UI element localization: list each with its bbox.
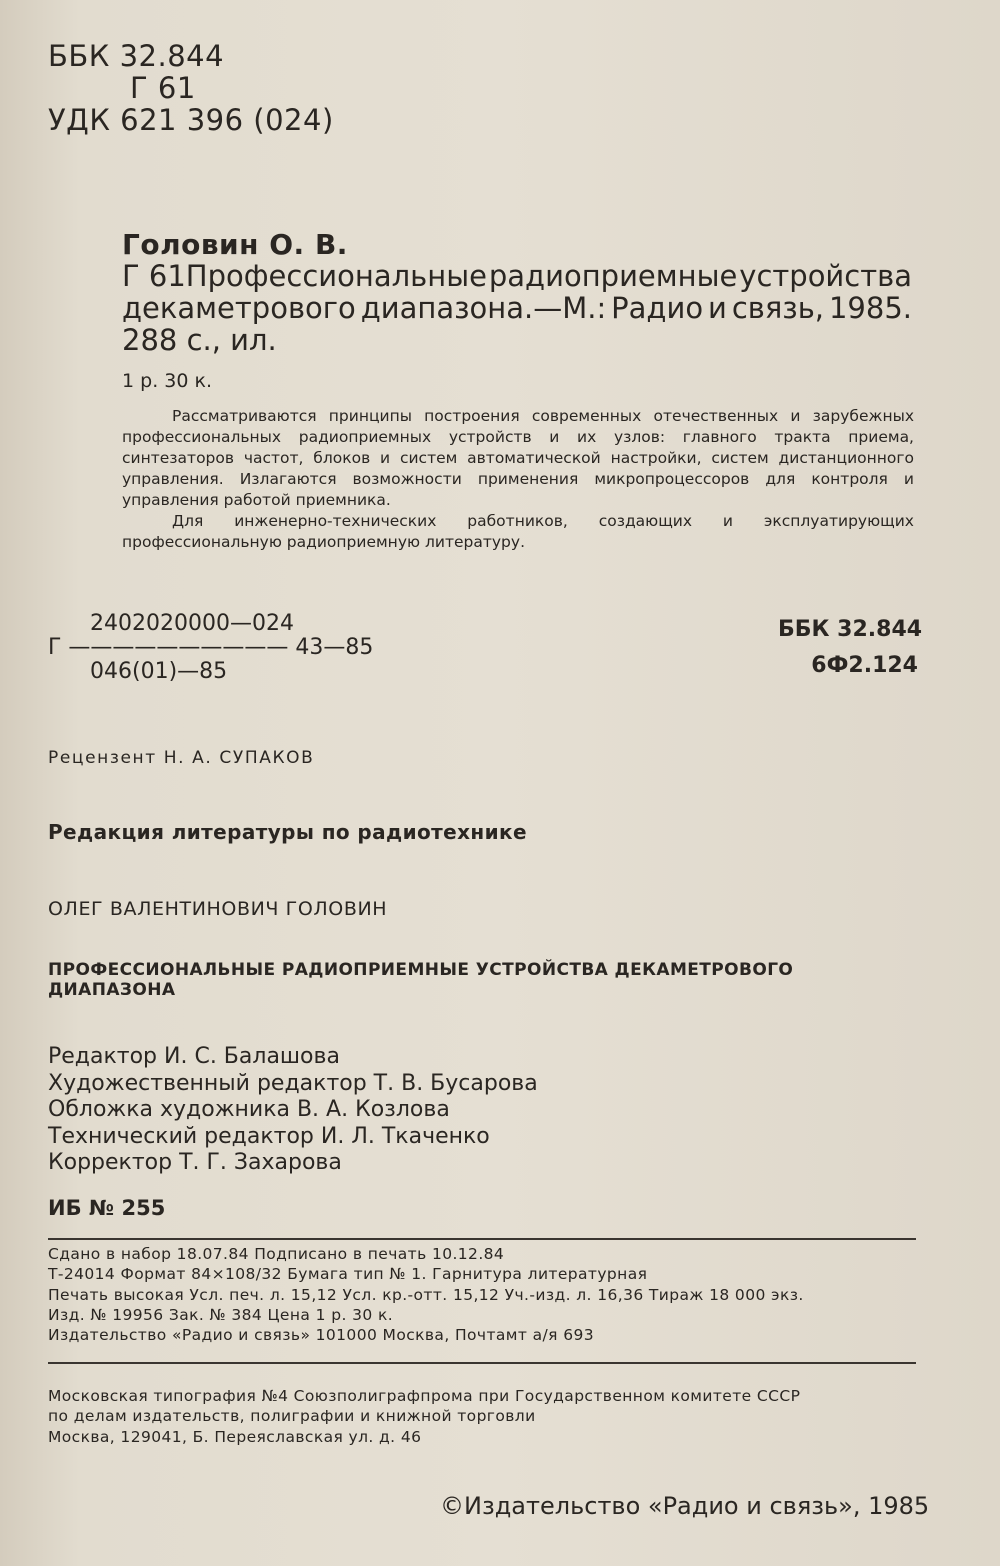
title-line-2: [122, 292, 912, 324]
imprint-line: Сдано в набор 18.07.84 Подписано в печать 10.12.84: [48, 1245, 505, 1263]
title-word: диапазона.—М.:: [360, 291, 607, 325]
printer-line: Москва, 129041, Б. Переяславская ул. д. 46: [48, 1427, 422, 1446]
title-line-3: 288 с., ил.: [122, 323, 277, 357]
title-word: радиоприемные: [488, 259, 738, 293]
title-word: и: [708, 291, 727, 325]
catalog-title: [122, 260, 912, 356]
title-word: 1985.: [828, 291, 912, 325]
annotation: [122, 406, 914, 553]
author-mark: Г 61: [130, 71, 196, 105]
copyright: ©Издательство «Радио и связь», 1985: [440, 1492, 930, 1520]
title-word: устройства: [739, 259, 912, 293]
bbk-subcode: 6Ф2.124: [811, 653, 918, 678]
credit-line: Редактор И. С. Балашова: [48, 1044, 340, 1069]
code-denominator: 046(01)—85: [90, 659, 228, 684]
printer-info: [48, 1386, 800, 1447]
udk-code: УДК 621 396 (024): [48, 103, 334, 137]
reviewer: Рецензент Н. А. СУПАКОВ: [48, 748, 315, 768]
title-word: Радио: [611, 291, 704, 325]
imprint-line: Издательство «Радио и связь» 101000 Москва, Почтамт а/я 693: [48, 1326, 595, 1345]
imprint-line: Печать высокая Усл. печ. л. 15,12 Усл. кр.-отт. 15,12 Уч.-изд. л. 16,36 Тираж 18 000 экз.: [48, 1285, 804, 1304]
credit-line: Художественный редактор Т. В. Бусарова: [48, 1070, 538, 1096]
imprint: [48, 1244, 804, 1345]
code-fraction-line: Г —————————— 43—85: [48, 635, 374, 660]
author-full-name: ОЛЕГ ВАЛЕНТИНОВИЧ ГОЛОВИН: [48, 898, 388, 920]
bbk-code-bottom: ББК 32.844: [778, 617, 923, 642]
ib-number: ИБ № 255: [48, 1196, 166, 1220]
credit-line: Технический редактор И. Л. Ткаченко: [48, 1123, 490, 1149]
code-numerator: 2402020000—024: [90, 611, 294, 636]
book-title: ПРОФЕССИОНАЛЬНЫЕ РАДИОПРИЕМНЫЕ УСТРОЙСТВА ДЕКАМЕТРОВОГО ДИАПАЗОНА: [48, 960, 794, 1000]
divider: [48, 1362, 916, 1364]
title-word: Г 61Профессиональные: [122, 259, 487, 293]
printer-line: по делам издательств, полиграфии и книжной торговли: [48, 1407, 536, 1426]
annotation-paragraph: Для инженерно-технических работников, создающих и эксплуатирующих профессиональную радиоприемную литературу.: [122, 512, 914, 551]
title-line-1: [122, 260, 912, 292]
imprint-line: Изд. № 19956 Зак. № 384 Цена 1 р. 30 к.: [48, 1305, 394, 1324]
editorial-office: Редакция литературы по радиотехнике: [48, 820, 527, 844]
credit-line: Корректор Т. Г. Захарова: [48, 1150, 342, 1175]
classification-block: [48, 40, 334, 136]
divider: [48, 1238, 916, 1240]
title-word: связь,: [731, 291, 825, 325]
title-word: декаметрового: [122, 291, 356, 325]
bbk-code: ББК 32.844: [48, 39, 225, 73]
annotation-paragraph: Рассматриваются принципы построения современных отечественных и зарубежных профессиональных радиоприемных устройств и их узлов: главного тракта приема, синтезаторов частот, блоков и систем автоматической настройки, систем дистанционного управления. Излагаются возможности применения микропроцессоров для контроля и управления работой приемника.: [122, 407, 914, 509]
price: 1 р. 30 к.: [122, 370, 212, 392]
credits: [48, 1044, 538, 1177]
catalog-code-right: [778, 612, 923, 684]
catalog-author: Головин О. В.: [122, 228, 348, 261]
credit-line: Обложка художника В. А. Козлова: [48, 1097, 450, 1122]
printer-line: Московская типография №4 Союзполиграфпрома при Государственном комитете СССР: [48, 1387, 801, 1405]
imprint-line: Т-24014 Формат 84×108/32 Бумага тип № 1. Гарнитура литературная: [48, 1265, 648, 1284]
